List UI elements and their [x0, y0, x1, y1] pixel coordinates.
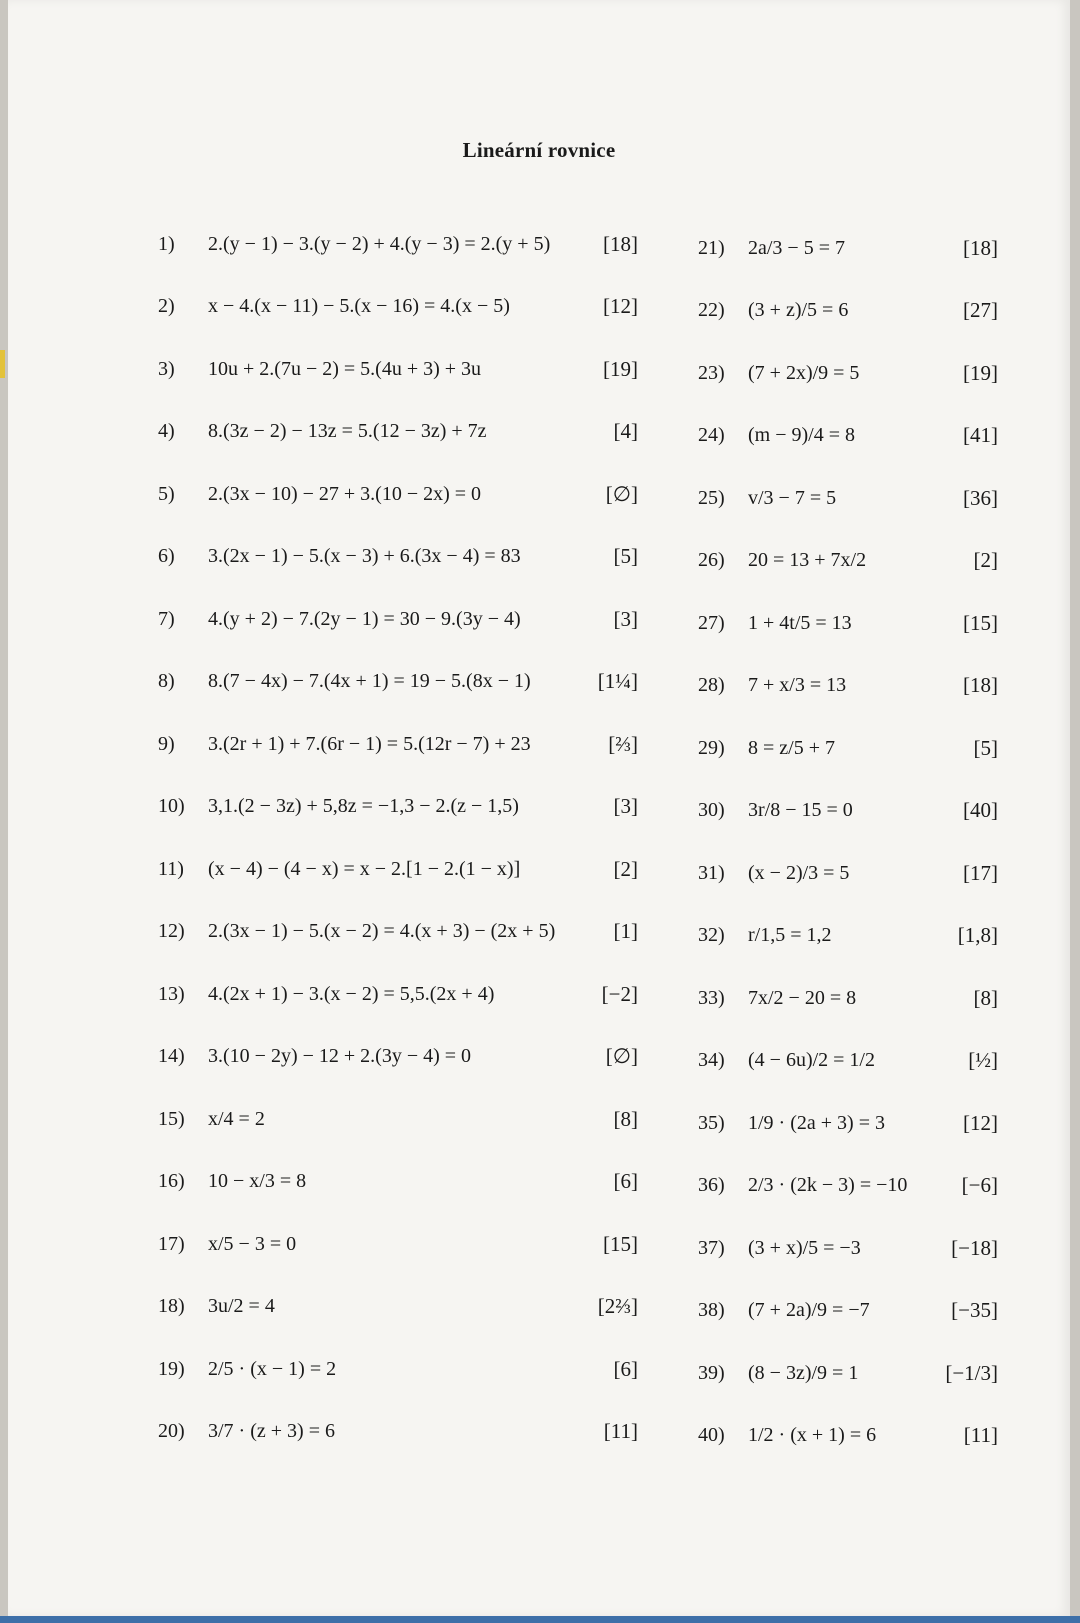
- equation-text: (4 − 6u)/2 = 1/2: [748, 1049, 875, 1071]
- equation-text: 4.(2x + 1) − 3.(x − 2) = 5,5.(2x + 4): [208, 982, 495, 1005]
- equation-row: [158, 597, 638, 641]
- equation-text: 8.(7 − 4x) − 7.(4x + 1) = 19 − 5.(8x − 1): [208, 670, 531, 692]
- equation-text: 3/7 · (z + 3) = 6: [208, 1420, 335, 1442]
- equation-text: 8 = z/5 + 7: [748, 736, 835, 759]
- equation-row: [698, 414, 998, 458]
- equation-row: [158, 1035, 638, 1079]
- equation-text: (7 + 2a)/9 = −7: [748, 1299, 870, 1321]
- equation-row: [698, 789, 998, 833]
- equation-row: [158, 410, 638, 454]
- equation-answer: [1]: [613, 919, 638, 943]
- equation-answer: [−35]: [951, 1298, 998, 1322]
- equation-text: 2/3 · (2k − 3) = −10: [748, 1174, 908, 1196]
- equation-text: 2.(3x − 10) − 27 + 3.(10 − 2x) = 0: [208, 482, 482, 505]
- equation-row: [158, 347, 638, 391]
- equation-text: 2.(y − 1) − 3.(y − 2) + 4.(y − 3) = 2.(y + 5): [208, 232, 551, 255]
- equation-text: 4.(y + 2) − 7.(2y − 1) = 30 − 9.(3y − 4): [208, 607, 521, 630]
- equation-row: [698, 1289, 998, 1333]
- background-mark: [0, 350, 5, 378]
- equation-row: [158, 972, 638, 1016]
- equation-row: [158, 1347, 638, 1391]
- equation-text: 3.(10 − 2y) − 12 + 2.(3y − 4) = 0: [208, 1045, 472, 1067]
- worksheet-page: [8, 0, 1070, 1616]
- equation-number: 3): [158, 357, 175, 380]
- page-title: Lineární rovnice: [462, 138, 616, 162]
- equation-text: (m − 9)/4 = 8: [748, 424, 855, 446]
- equation-number: 35): [698, 1111, 725, 1134]
- equation-text: r/1,5 = 1,2: [748, 924, 832, 946]
- equation-number: 30): [698, 799, 725, 821]
- equation-text: 1/9 · (2a + 3) = 3: [748, 1111, 885, 1134]
- equation-number: 28): [698, 674, 725, 696]
- equation-answer: [½]: [968, 1048, 998, 1072]
- equation-text: 2.(3x − 1) − 5.(x − 2) = 4.(x + 3) − (2x + 5): [208, 920, 556, 942]
- equation-answer: [36]: [963, 485, 998, 510]
- equation-number: 24): [698, 424, 725, 446]
- equation-answer: [−6]: [961, 1173, 998, 1197]
- equation-text: 2/5 · (x − 1) = 2: [208, 1357, 337, 1380]
- equation-row: [158, 847, 638, 891]
- equation-number: 16): [158, 1170, 185, 1192]
- equation-number: 32): [698, 924, 725, 946]
- equation-number: 2): [158, 295, 175, 317]
- equation-answer: [6]: [613, 1356, 638, 1381]
- equation-row: [698, 914, 998, 958]
- equation-row: [158, 785, 638, 829]
- equation-number: 27): [698, 611, 725, 634]
- equation-row: [158, 1222, 638, 1266]
- equation-row: [698, 289, 998, 333]
- equation-number: 9): [158, 732, 175, 755]
- equation-number: 25): [698, 486, 725, 509]
- equation-text: (x − 2)/3 = 5: [748, 861, 850, 884]
- equation-number: 6): [158, 545, 175, 567]
- equation-row: [698, 1039, 998, 1083]
- equation-answer: [18]: [603, 231, 638, 256]
- equation-row: [698, 976, 998, 1020]
- equation-answer: [3]: [613, 606, 638, 631]
- equation-row: [698, 1226, 998, 1270]
- equation-number: 34): [698, 1049, 725, 1071]
- equation-answer: [3]: [613, 794, 638, 818]
- equation-number: 10): [158, 795, 185, 817]
- equation-row: [158, 285, 638, 329]
- equation-number: 11): [158, 857, 184, 880]
- equation-text: (x − 4) − (4 − x) = x − 2.[1 − 2.(1 − x)]: [208, 857, 521, 880]
- equation-answer: [41]: [963, 423, 998, 447]
- equation-answer: [19]: [963, 360, 998, 385]
- equation-answer: [11]: [963, 1423, 998, 1447]
- equation-row: [158, 1410, 638, 1454]
- equation-number: 4): [158, 420, 175, 442]
- equation-row: [158, 660, 638, 704]
- equation-number: 26): [698, 549, 725, 571]
- equation-text: (7 + 2x)/9 = 5: [748, 361, 860, 384]
- equation-row: [698, 851, 998, 895]
- equation-number: 5): [158, 482, 175, 505]
- equation-row: [158, 1160, 638, 1204]
- equation-number: 29): [698, 736, 725, 759]
- equation-number: 22): [698, 299, 725, 321]
- equation-row: [698, 1414, 998, 1458]
- equation-row: [698, 351, 998, 395]
- equation-row: [698, 726, 998, 770]
- equation-row: [698, 476, 998, 520]
- equation-text: (3 + z)/5 = 6: [748, 299, 849, 321]
- equation-number: 37): [698, 1236, 725, 1259]
- equation-answer: [19]: [603, 356, 638, 381]
- equation-answer: [4]: [613, 419, 638, 443]
- equation-number: 23): [698, 361, 725, 384]
- equation-answer: [2]: [613, 856, 638, 881]
- equation-row: [158, 1285, 638, 1329]
- equation-text: x/5 − 3 = 0: [208, 1232, 297, 1255]
- equation-text: 3r/8 − 15 = 0: [748, 799, 853, 821]
- equation-row: [158, 910, 638, 954]
- equation-number: 8): [158, 670, 175, 692]
- equation-row: [698, 226, 998, 270]
- equation-row: [698, 1101, 998, 1145]
- equation-answer: [15]: [963, 610, 998, 635]
- equation-text: 10 − x/3 = 8: [208, 1170, 307, 1192]
- equation-text: 7 + x/3 = 13: [748, 674, 847, 696]
- equation-number: 1): [158, 232, 175, 255]
- equation-answer: [11]: [603, 1419, 638, 1443]
- equation-row: [698, 601, 998, 645]
- equation-answer: [8]: [973, 985, 998, 1010]
- equation-number: 20): [158, 1420, 185, 1442]
- equation-text: (3 + x)/5 = −3: [748, 1236, 861, 1259]
- equation-number: 40): [698, 1424, 725, 1446]
- equation-number: 17): [158, 1232, 185, 1255]
- equation-number: 7): [158, 607, 175, 630]
- equation-number: 36): [698, 1174, 725, 1196]
- equation-number: 21): [698, 236, 725, 259]
- equation-row: [158, 722, 638, 766]
- equation-number: 38): [698, 1299, 725, 1321]
- equation-number: 14): [158, 1045, 185, 1067]
- equation-answer: [12]: [603, 294, 638, 318]
- equation-answer: [18]: [963, 673, 998, 697]
- equation-text: 8.(3z − 2) − 13z = 5.(12 − 3z) + 7z: [208, 420, 487, 442]
- equation-answer: [8]: [613, 1106, 638, 1131]
- equation-number: 15): [158, 1107, 185, 1130]
- equation-row: [158, 1097, 638, 1141]
- equation-answer: [5]: [973, 735, 998, 760]
- equation-answer: [⅔]: [608, 731, 638, 756]
- equation-answer: [−2]: [601, 981, 638, 1006]
- equation-answer: [−18]: [951, 1235, 998, 1260]
- equation-answer: [2]: [973, 548, 998, 572]
- equation-number: 13): [158, 982, 185, 1005]
- equation-answer: [∅]: [605, 481, 638, 506]
- equation-row: [698, 1164, 998, 1208]
- equation-text: 1 + 4t/5 = 13: [748, 611, 852, 634]
- equation-number: 33): [698, 986, 725, 1009]
- equation-answer: [6]: [613, 1169, 638, 1193]
- equation-row: [158, 535, 638, 579]
- equation-answer: [1¼]: [597, 669, 638, 693]
- equation-text: 20 = 13 + 7x/2: [748, 549, 867, 571]
- equation-answer: [15]: [603, 1231, 638, 1256]
- equation-text: 3,1.(2 − 3z) + 5,8z = −1,3 − 2.(z − 1,5): [208, 795, 519, 817]
- equation-answer: [18]: [963, 235, 998, 260]
- equation-answer: [27]: [963, 298, 998, 322]
- equation-number: 19): [158, 1357, 185, 1380]
- equation-text: v/3 − 7 = 5: [748, 486, 837, 509]
- equation-number: 18): [158, 1295, 185, 1317]
- equation-row: [698, 664, 998, 708]
- equation-answer: [−1/3]: [945, 1360, 998, 1385]
- equation-text: x/4 = 2: [208, 1107, 265, 1130]
- equation-answer: [12]: [963, 1110, 998, 1135]
- equation-text: x − 4.(x − 11) − 5.(x − 16) = 4.(x − 5): [208, 295, 510, 317]
- equation-text: 3u/2 = 4: [208, 1295, 275, 1317]
- equation-row: [158, 472, 638, 516]
- equation-number: 12): [158, 920, 185, 942]
- equation-answer: [40]: [963, 798, 998, 822]
- equation-answer: [∅]: [605, 1044, 638, 1068]
- equation-text: 2a/3 − 5 = 7: [748, 236, 845, 259]
- equation-text: 3.(2r + 1) + 7.(6r − 1) = 5.(12r − 7) + 23: [208, 732, 531, 755]
- equation-text: (8 − 3z)/9 = 1: [748, 1361, 859, 1384]
- equation-text: 3.(2x − 1) − 5.(x − 3) + 6.(3x − 4) = 83: [208, 545, 521, 567]
- equation-answer: [5]: [613, 544, 638, 568]
- equation-number: 31): [698, 861, 725, 884]
- equation-number: 39): [698, 1361, 725, 1384]
- equation-text: 7x/2 − 20 = 8: [748, 986, 857, 1009]
- background-edge: [0, 1616, 1080, 1623]
- equation-answer: [17]: [963, 860, 998, 885]
- equation-text: 10u + 2.(7u − 2) = 5.(4u + 3) + 3u: [208, 357, 482, 380]
- equation-answer: [1,8]: [957, 923, 998, 947]
- equation-text: 1/2 · (x + 1) = 6: [748, 1424, 877, 1446]
- equation-row: [698, 1351, 998, 1395]
- equation-answer: [2⅔]: [597, 1294, 638, 1318]
- equation-row: [698, 539, 998, 583]
- equation-row: [158, 222, 638, 266]
